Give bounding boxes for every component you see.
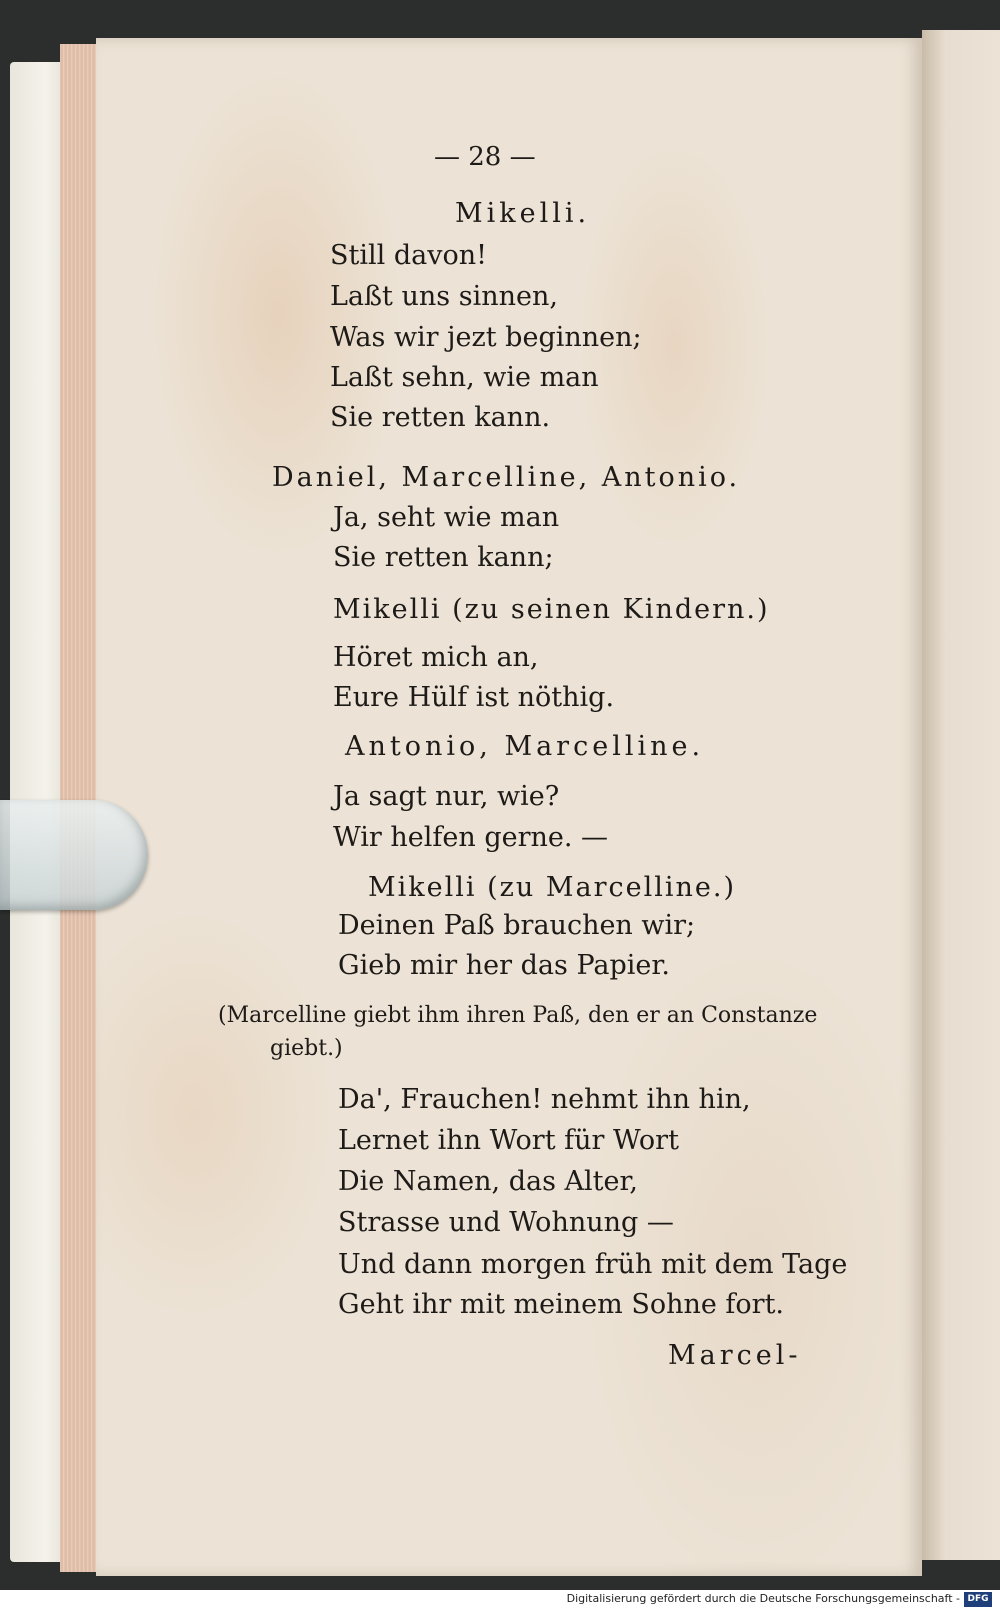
stage-direction: giebt.) <box>270 1036 343 1061</box>
verse-line: Höret mich an, <box>333 642 539 673</box>
facing-page <box>922 30 1000 1560</box>
speaker-line: Mikelli. <box>455 198 591 229</box>
verse-line: Was wir jezt beginnen; <box>330 322 642 353</box>
speaker-line: Antonio, Marcelline. <box>345 731 705 762</box>
speaker-line: Mikelli (zu Marcelline.) <box>368 872 736 903</box>
stage-direction: (Marcelline giebt ihm ihren Paß, den er an Constanze <box>218 1003 818 1028</box>
verse-line: Lernet ihn Wort für Wort <box>338 1125 679 1156</box>
dfg-logo: DFG <box>964 1592 992 1607</box>
verse-line: Gieb mir her das Papier. <box>338 950 670 981</box>
verse-line: Ja sagt nur, wie? <box>333 781 560 812</box>
catchword: Marcel- <box>668 1340 802 1371</box>
page-number: — 28 — <box>434 142 536 172</box>
verse-line: Wir helfen gerne. — <box>333 822 609 853</box>
verse-line: Und dann morgen früh mit dem Tage <box>338 1249 848 1280</box>
verse-line: Eure Hülf ist nöthig. <box>333 682 615 713</box>
plastic-page-clip <box>0 800 148 910</box>
verse-line: Geht ihr mit meinem Sohne fort. <box>338 1289 785 1320</box>
verse-line: Deinen Paß brauchen wir; <box>338 910 696 941</box>
verse-line: Laßt sehn, wie man <box>330 362 599 393</box>
verse-line: Laßt uns sinnen, <box>330 281 558 312</box>
verse-line: Sie retten kann; <box>333 542 554 573</box>
verse-line: Strasse und Wohnung — <box>338 1207 674 1238</box>
verse-line: Sie retten kann. <box>330 402 551 433</box>
verse-line: Da', Frauchen! nehmt ihn hin, <box>338 1084 751 1115</box>
verse-line: Still davon! <box>330 240 487 271</box>
speaker-line: Mikelli (zu seinen Kindern.) <box>333 594 770 625</box>
verse-line: Die Namen, das Alter, <box>338 1166 639 1197</box>
speaker-line: Daniel, Marcelline, Antonio. <box>272 462 741 493</box>
funding-notice: Digitalisierung gefördert durch die Deutsche Forschungsgemeinschaft - <box>566 1592 960 1605</box>
verse-line: Ja, seht wie man <box>333 502 560 533</box>
